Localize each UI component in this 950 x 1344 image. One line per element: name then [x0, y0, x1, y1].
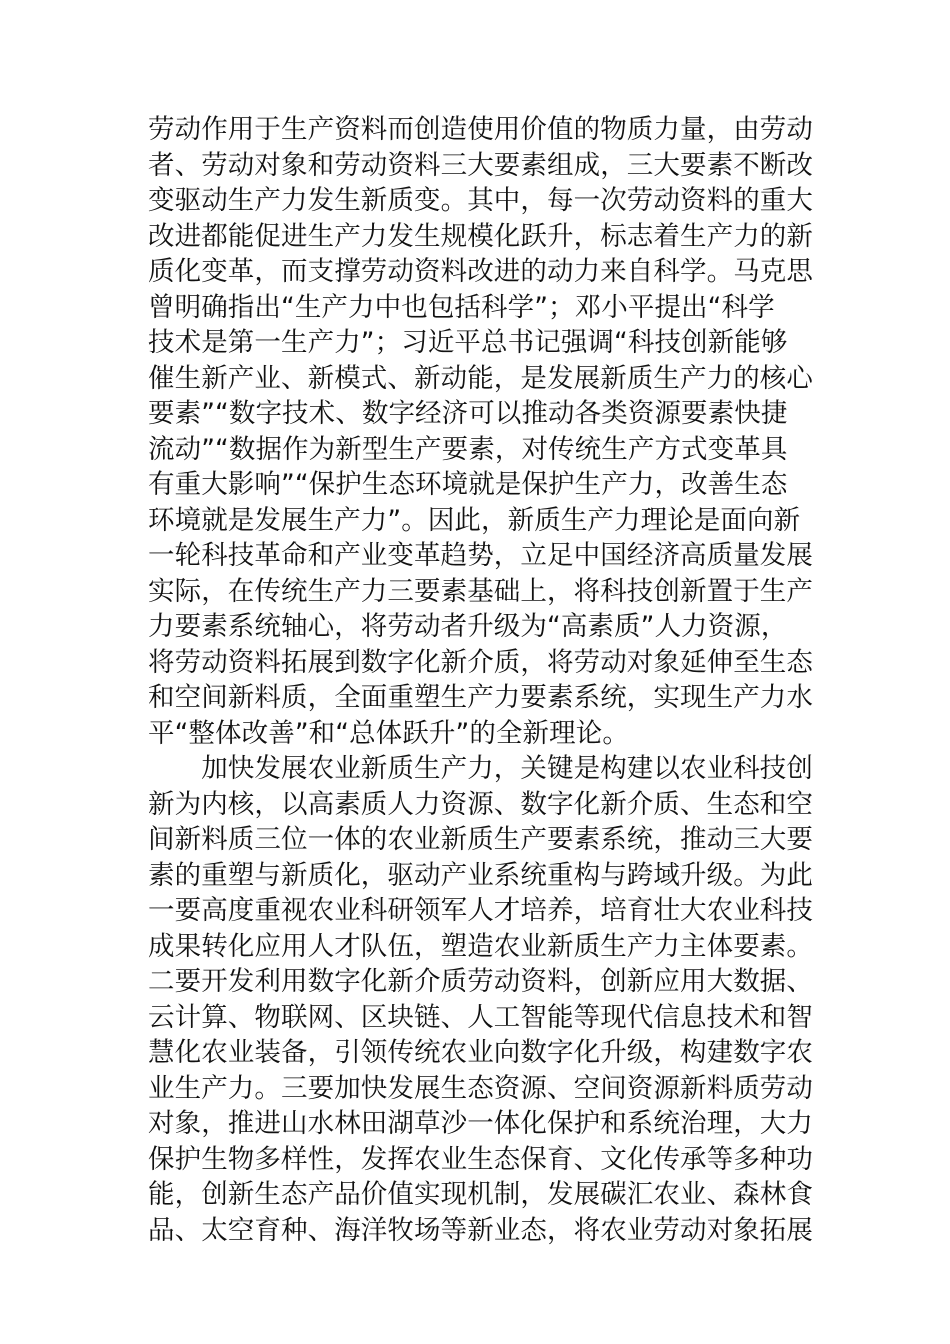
text-line: 成果转化应用人才队伍，塑造农业新质生产力主体要素。 [148, 930, 813, 962]
text-line: 质化变革，而支撑劳动资料改进的动力来自科学。马克思 [148, 256, 813, 287]
text-line: 实际，在传统生产力三要素基础上，将科技创新置于生产 [148, 575, 813, 607]
text-line: 有重大影响”“保护生态环境就是保护生产力，改善生态 [148, 469, 788, 500]
body-text [148, 112, 813, 1248]
text-line: 平“整体改善”和“总体跃升”的全新理论。 [148, 717, 629, 749]
text-line: 二要开发利用数字化新介质劳动资料，创新应用大数据、 [148, 966, 813, 997]
text-line: 素的重塑与新质化，驱动产业系统重构与跨域升级。为此 [148, 859, 813, 891]
text-line: 环境就是发展生产力”。因此，新质生产力理论是面向新 [148, 504, 801, 536]
text-line: 劳动作用于生产资料而创造使用价值的物质力量，由劳动 [148, 114, 813, 145]
text-line: 将劳动资料拓展到数字化新介质，将劳动对象延伸至生态 [148, 646, 813, 678]
text-line: 要素”“数字技术、数字经济可以推动各类资源要素快捷 [148, 398, 788, 429]
text-line: 品、太空育种、海洋牧场等新业态，将农业劳动对象拓展 [148, 1214, 813, 1246]
text-line: 变驱动生产力发生新质变。其中，每一次劳动资料的重大 [148, 185, 813, 216]
text-line: 间新料质三位一体的农业新质生产要素系统，推动三大要 [148, 824, 813, 855]
text-line: 技术是第一生产力”；习近平总书记强调“科技创新能够 [148, 327, 788, 358]
text-line: 和空间新料质，全面重塑生产力要素系统，实现生产力水 [148, 682, 813, 713]
text-line: 曾明确指出“生产力中也包括科学”；邓小平提出“科学 [148, 291, 775, 323]
text-line: 一要高度重视农业科研领军人才培养，培育壮大农业科技 [148, 895, 813, 926]
text-line: 力要素系统轴心，将劳动者升级为“高素质”人力资源， [148, 611, 788, 642]
text-line: 业生产力。三要加快发展生态资源、空间资源新料质劳动 [148, 1072, 813, 1104]
text-line: 催生新产业、新模式、新动能，是发展新质生产力的核心 [148, 362, 813, 394]
text-line: 云计算、物联网、区块链、人工智能等现代信息技术和智 [148, 1001, 813, 1033]
text-line: 对象，推进山水林田湖草沙一体化保护和系统治理，大力 [148, 1108, 813, 1139]
paragraph-start-line: 加快发展农业新质生产力，关键是构建以农业科技创 [148, 753, 813, 784]
text-line: 新为内核，以高素质人力资源、数字化新介质、生态和空 [148, 788, 813, 820]
text-line: 慧化农业装备，引领传统农业向数字化升级，构建数字农 [148, 1037, 813, 1068]
text-line: 能，创新生态产品价值实现机制，发展碳汇农业、森林食 [148, 1179, 813, 1210]
text-line: 者、劳动对象和劳动资料三大要素组成，三大要素不断改 [148, 149, 813, 181]
text-line: 改进都能促进生产力发生规模化跃升，标志着生产力的新 [148, 220, 813, 252]
text-line: 保护生物多样性，发挥农业生态保育、文化传承等多种功 [148, 1143, 813, 1175]
text-line: 一轮科技革命和产业变革趋势，立足中国经济高质量发展 [148, 540, 813, 571]
text-line: 流动”“数据作为新型生产要素，对传统生产方式变革具 [148, 433, 788, 465]
